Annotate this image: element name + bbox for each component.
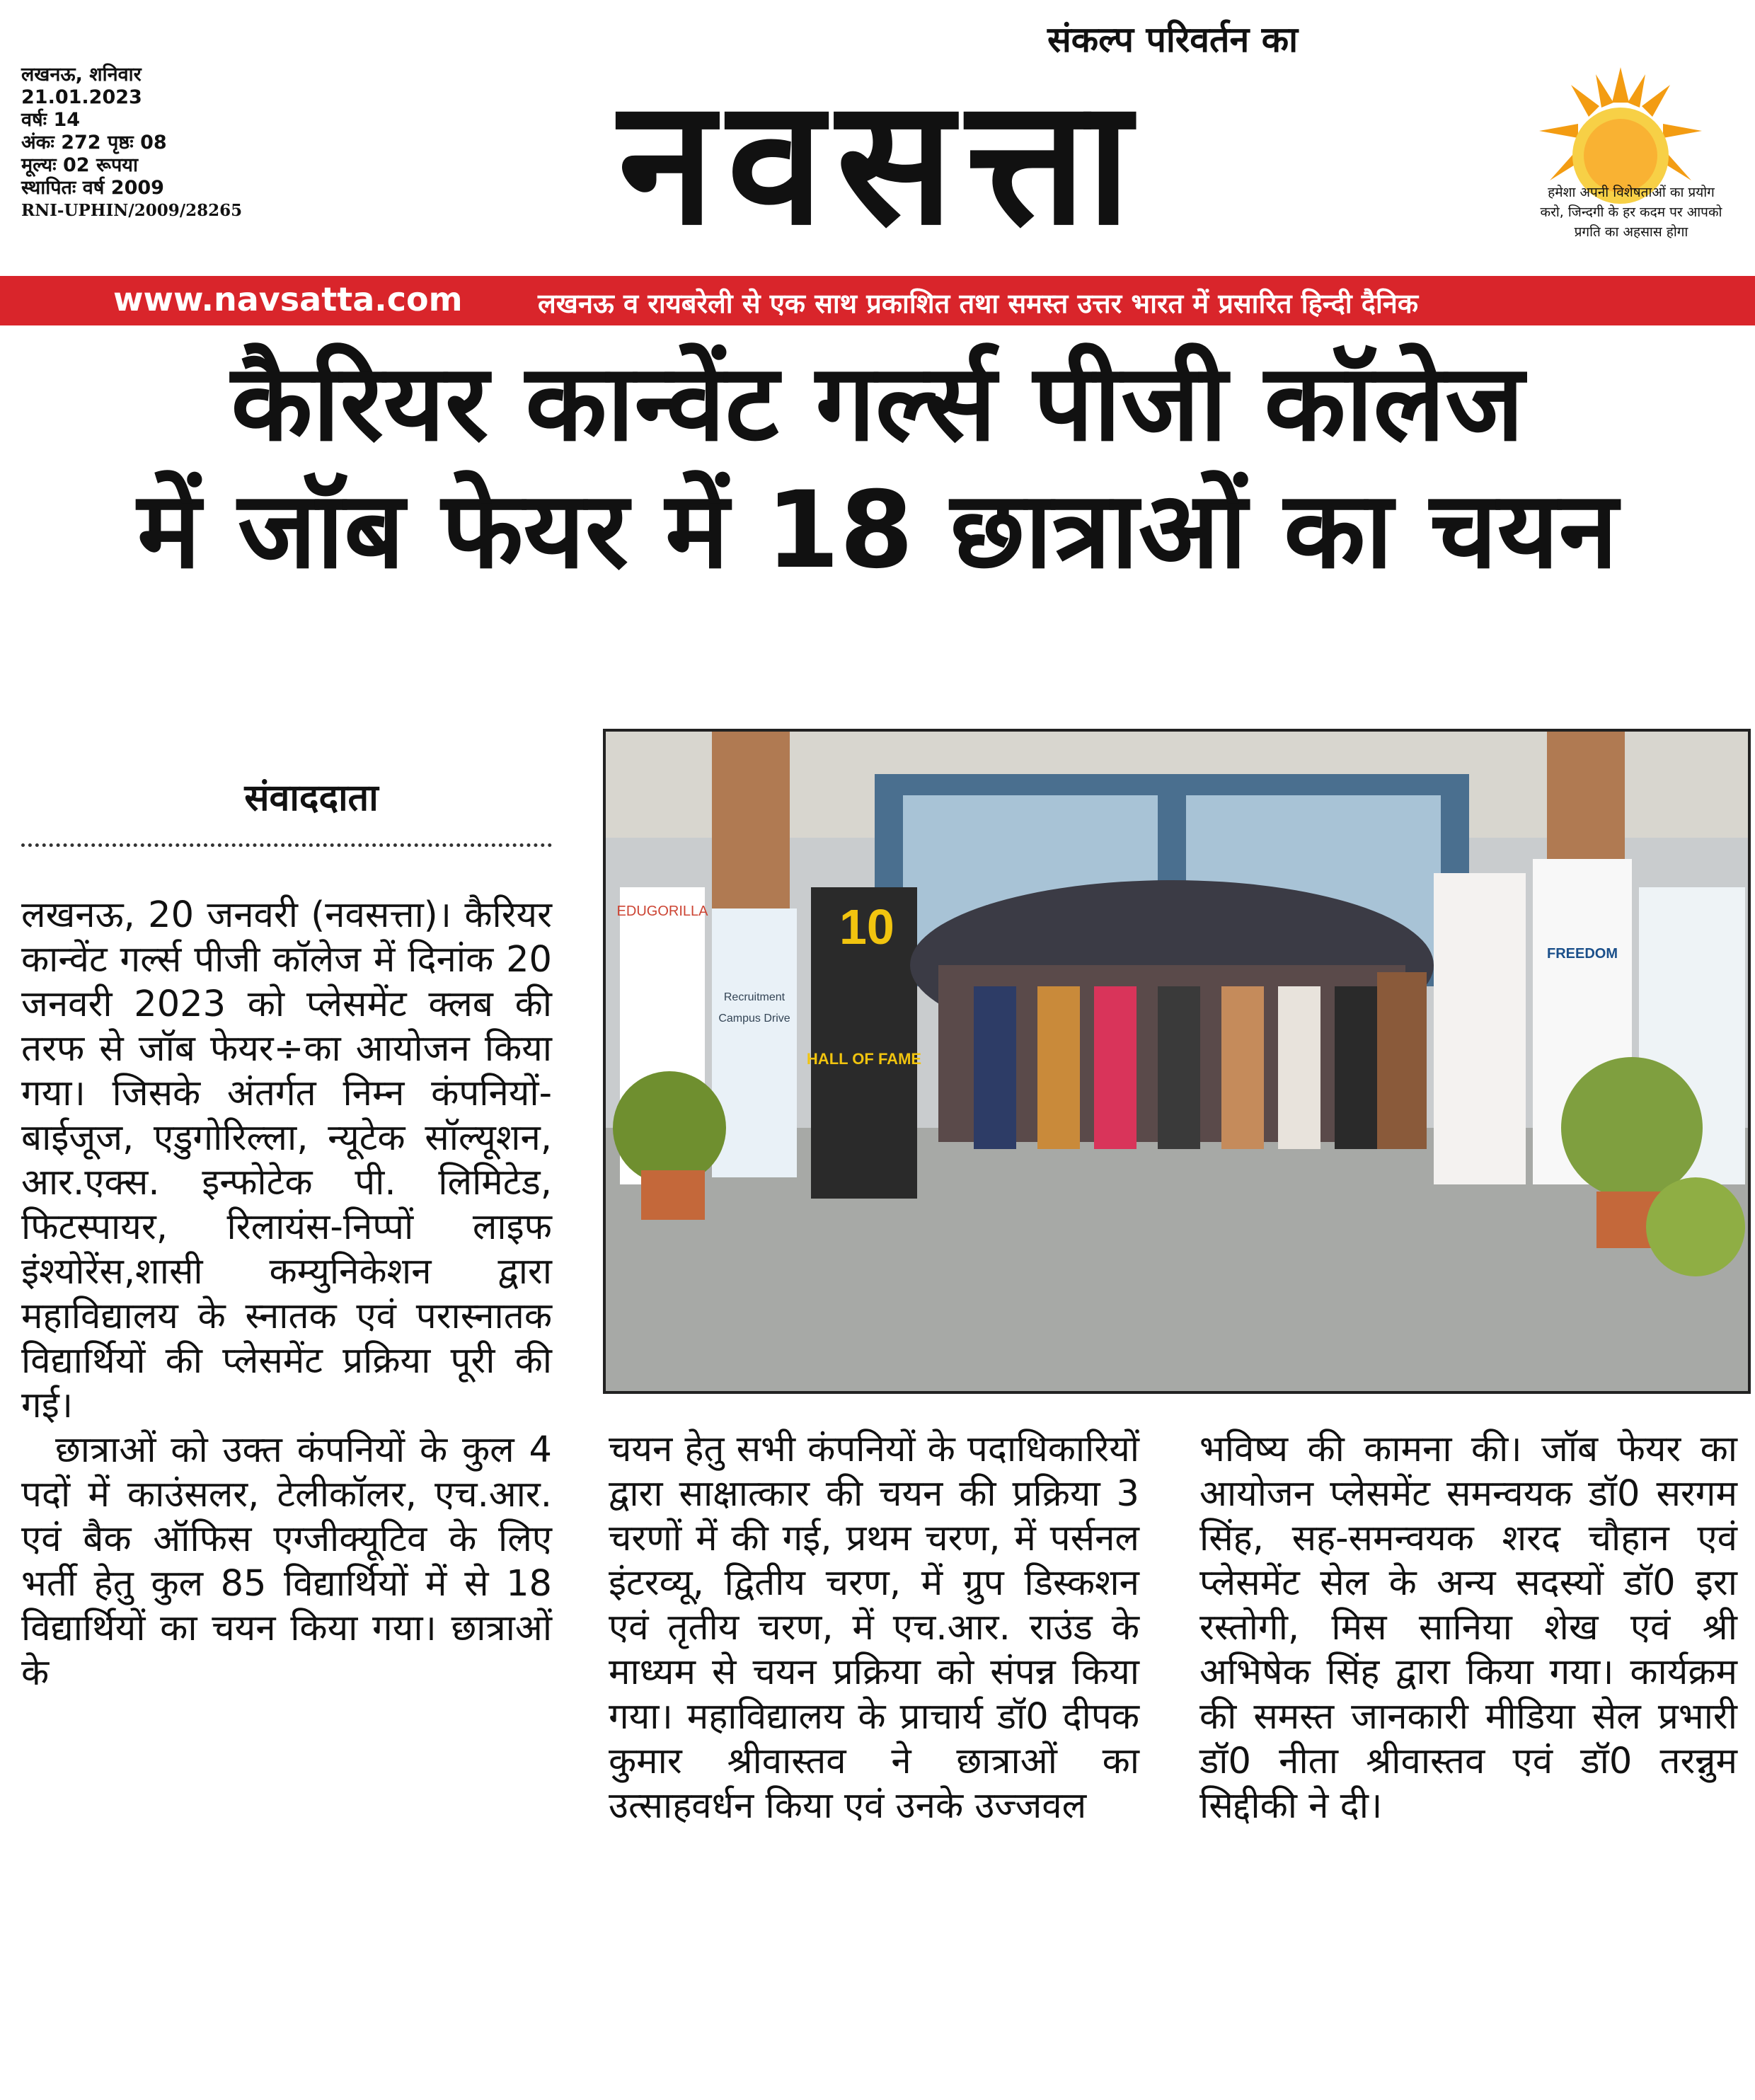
motto (1521, 183, 1741, 242)
article-column-1 (21, 893, 552, 1695)
issue-date: 21.01.2023 (21, 86, 142, 108)
strapline: लखनऊ व रायबरेली से एक साथ प्रकाशित तथा समस्त उत्तर भारत में प्रसारित हिन्दी दैनिक (538, 288, 1419, 319)
issue-established: स्थापितः वर्ष 2009 (21, 177, 164, 199)
headline-line: कैरियर कान्वेंट गर्ल्स पीजी कॉलेज (231, 342, 1524, 465)
issue-number-pages: अंकः 272 पृष्ठः 08 (21, 132, 167, 154)
issue-price: मूल्यः 02 रूपया (21, 154, 138, 176)
paragraph: लखनऊ, 20 जनवरी (नवसत्ता)। कैरियर कान्वेंट गर्ल्स पीजी कॉलेज में दिनांक 20 जनवरी 2023 को प्लेसमेंट क्लब की तरफ से जॉब फेयर÷का आयोजन किया गया। जिसके अंतर्गत निम्न कंपनियों- बाईजूज, एडुगोरिल्ला, न्यूटेक सॉल्यूशन, आर.एक्स. इन्फोटेक पी. लिमिटेड, फिटस्पायर, रिलायंस-निप्पों लाइफ इंश्योरेंस,शासी कम्युनिकेशन द्वारा महाविद्यालय के स्नातक एवं परास्नातक विद्यार्थियों की प्लेसमेंट प्रक्रिया पूरी की गई। (21, 894, 552, 1426)
banner-text: FREEDOM (1547, 946, 1618, 962)
newspaper-title: नवसत्ता (618, 62, 1144, 263)
article-column-3 (1199, 1427, 1737, 1828)
motto-line: हमेशा अपनी विशेषताओं का प्रयोग (1548, 185, 1715, 200)
event-photo (603, 729, 1751, 1394)
headline-line: में जॉब फेयर में 18 छात्राओं का चयन (137, 469, 1618, 592)
issue-meta (21, 64, 248, 222)
banner-text: Campus Drive (718, 1012, 790, 1025)
red-banner (0, 276, 1755, 325)
paragraph: भविष्य की कामना की। जॉब फेयर का आयोजन प्लेसमेंट समन्वयक डॉ0 सरगम सिंह, सह-समन्वयक शरद चौहान एवं प्लेसमेंट सेल के अन्य सदस्यों डॉ0 इरा रस्तोगी, मिस सानिया शेख एवं श्री अभिषेक सिंह द्वारा किया गया। कार्यक्रम की समस्त जानकारी मीडिया सेल प्रभारी डॉ0 नीता श्रीवास्तव एवं डॉ0 तरन्नुम सिद्दीकी ने दी। (1199, 1429, 1737, 1827)
group-of-students (910, 880, 1434, 1149)
banner-text: HALL OF FAME (806, 1050, 922, 1068)
banner-standee (1434, 873, 1526, 1184)
headline (42, 340, 1713, 594)
banner-text: EDUGORILLA (616, 904, 708, 919)
tagline: संकल्प परिवर्तन का (1047, 18, 1299, 60)
issue-place-day: लखनऊ, शनिवार (21, 64, 142, 86)
banner-text: 10 (839, 899, 894, 954)
motto-line: प्रगति का अहसास होगा (1574, 224, 1688, 240)
motto-line: करो, जिन्दगी के हर कदम पर आपको (1540, 204, 1722, 220)
paragraph: चयन हेतु सभी कंपनियों के पदाधिकारियों द्वारा साक्षात्कार की चयन की प्रक्रिया 3 चरणों में की गई, प्रथम चरण, में पर्सनल इंटरव्यू, द्वितीय चरण, में ग्रुप डिस्कशन एवं तृतीय चरण, में एच.आर. राउंड के माध्यम से चयन प्रक्रिया को संपन्न किया गया। महाविद्यालय के प्राचार्य डॉ0 दीपक कुमार श्रीवास्तव ने छात्राओं का उत्साहवर्धन किया एवं उनके उज्जवल (609, 1429, 1139, 1827)
dotted-divider (21, 843, 552, 847)
banner-text: Recruitment (723, 991, 786, 1003)
rni-number: RNI-UPHIN/2009/28265 (21, 201, 243, 220)
paragraph: छात्राओं को उक्त कंपनियों के कुल 4 पदों में काउंसलर, टेलीकॉलर, एच.आर. एवं बैक ऑफिस एग्जीक्यूटिव के लिए भर्ती हेतु कुल 85 विद्यार्थियों में से 18 विद्यार्थियों का चयन किया गया। छात्राओं के (21, 1429, 552, 1694)
issue-year: वर्षः 14 (21, 109, 81, 131)
website-link[interactable]: www.navsatta.com (113, 280, 463, 318)
byline: संवाददाता (244, 777, 379, 819)
article-column-2 (609, 1427, 1139, 1828)
